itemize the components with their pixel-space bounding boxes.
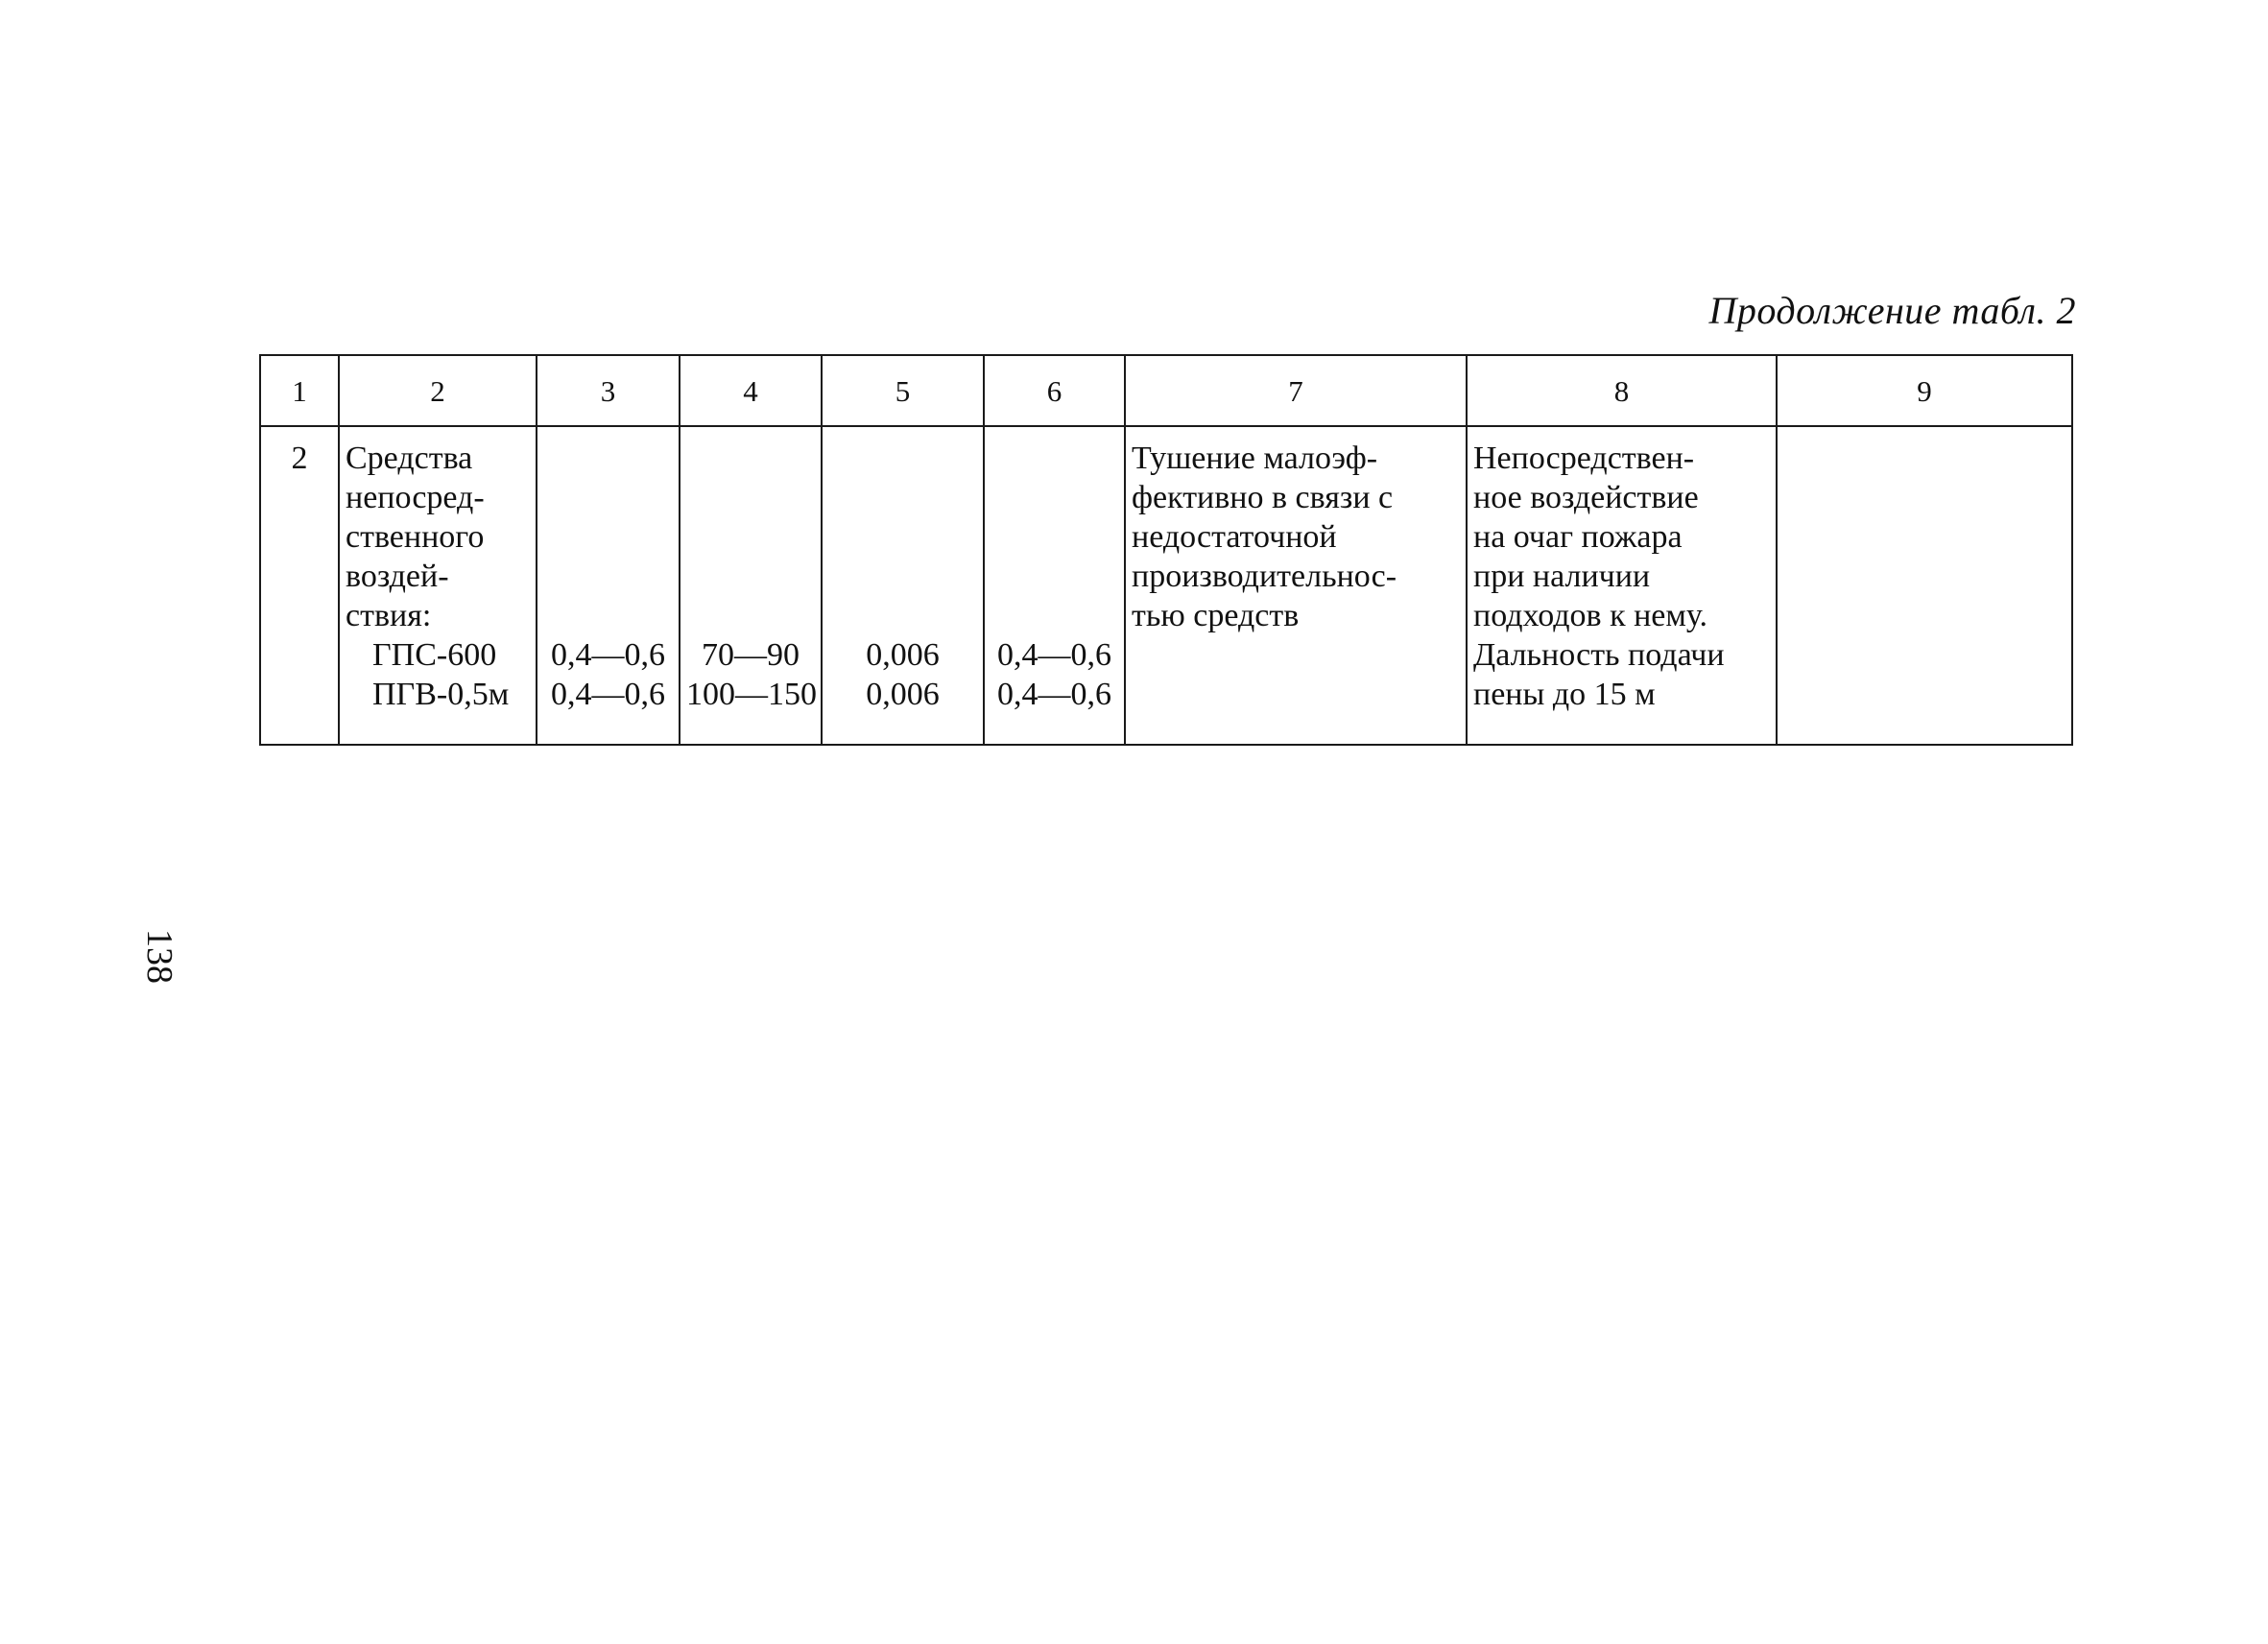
text-line: недостаточной — [1132, 519, 1337, 555]
text-line: фективно в связи с — [1132, 480, 1394, 515]
text-line: Дальность подачи — [1473, 637, 1725, 673]
text-line: Средства — [346, 441, 473, 476]
text-line: пены до 15 м — [1473, 677, 1656, 712]
data-table — [259, 354, 2073, 746]
page-number: 138 — [139, 929, 179, 984]
text-line: Тушение малоэф- — [1132, 441, 1378, 476]
text-line: Непосредствен- — [1473, 441, 1695, 476]
value-line: 70—90 — [702, 637, 800, 673]
header-cell: 4 — [680, 355, 822, 426]
header-cell: 6 — [984, 355, 1125, 426]
header-cell: 3 — [537, 355, 680, 426]
text-line: воздей- — [346, 559, 449, 594]
value-line: 0,4—0,6 — [551, 677, 665, 712]
value-line: 0,4—0,6 — [997, 637, 1111, 673]
cell-col3 — [537, 426, 680, 745]
item-pgv05m: ПГВ-0,5м — [372, 677, 510, 712]
header-cell: 8 — [1467, 355, 1777, 426]
text-line: производительнос- — [1132, 559, 1397, 594]
value-line: 0,4—0,6 — [551, 637, 665, 673]
cell-row-number: 2 — [260, 426, 339, 745]
text-line: ствия: — [346, 598, 432, 633]
text-line: ственного — [346, 519, 485, 555]
table-caption: Продолжение табл. 2 — [1708, 289, 2076, 332]
item-gps600: ГПС-600 — [372, 637, 497, 673]
cell-col5 — [822, 426, 984, 745]
cell-col8-notes — [1467, 426, 1777, 745]
header-cell: 9 — [1777, 355, 2072, 426]
value-line: 0,006 — [866, 637, 940, 673]
text-line: при наличии — [1473, 559, 1651, 594]
table-row — [260, 426, 2072, 745]
text-line: непосред- — [346, 480, 485, 515]
header-cell: 1 — [260, 355, 339, 426]
header-cell: 2 — [339, 355, 537, 426]
value-line: 0,4—0,6 — [997, 677, 1111, 712]
cell-means-description — [339, 426, 537, 745]
text-line: ное воздействие — [1473, 480, 1699, 515]
value-line: 0,006 — [866, 677, 940, 712]
cell-col7-notes — [1125, 426, 1467, 745]
value-line: 100—150 — [686, 677, 817, 712]
cell-col9-empty — [1777, 426, 2072, 745]
text-line: на очаг пожара — [1473, 519, 1683, 555]
table-header-row — [260, 355, 2072, 426]
text-line: тью средств — [1132, 598, 1300, 633]
cell-col6 — [984, 426, 1125, 745]
cell-col4 — [680, 426, 822, 745]
header-cell: 5 — [822, 355, 984, 426]
header-cell: 7 — [1125, 355, 1467, 426]
text-line: подходов к нему. — [1473, 598, 1708, 633]
